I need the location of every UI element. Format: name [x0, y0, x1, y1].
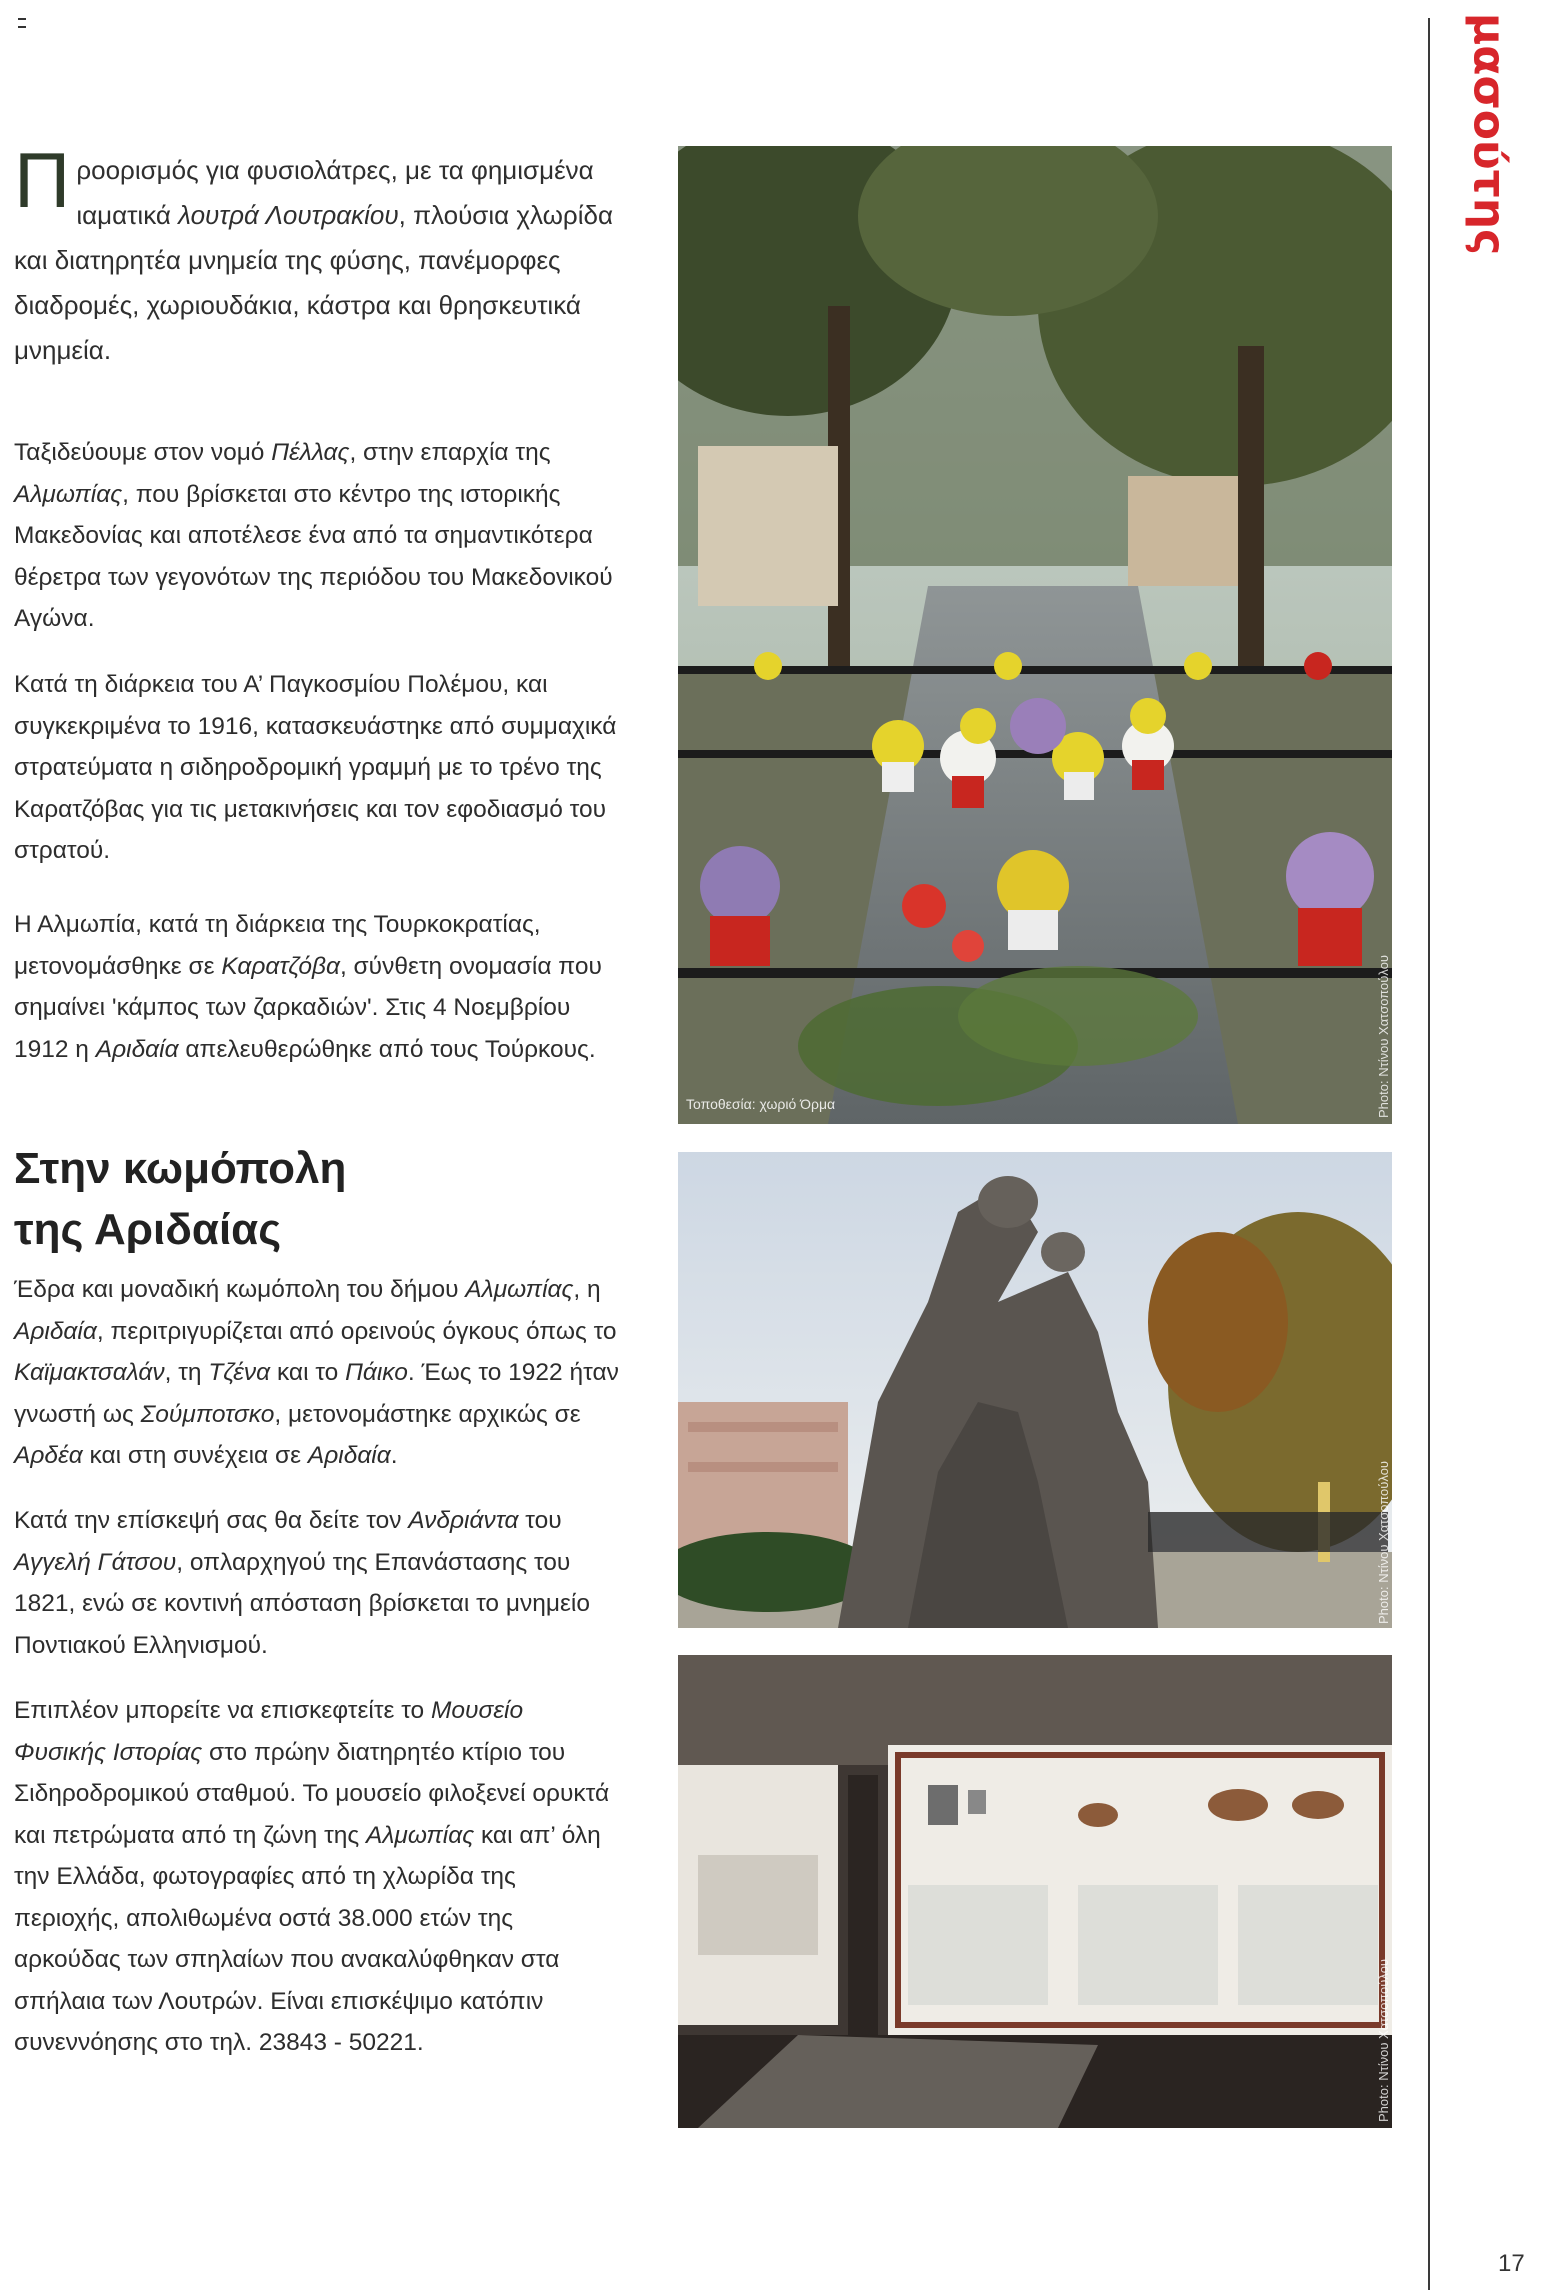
paragraph-karatzova — [14, 904, 620, 1070]
p4-text-0: Έδρα και μοναδική κωμόπολη του δήμου — [14, 1276, 466, 1303]
p3-text-3: Αριδαία — [95, 1035, 179, 1063]
intro-text-0: ροορισμός για φυσιολάτρες, με τα φημισμένα ιαματικά — [76, 155, 594, 230]
photo-caption-village: Τοποθεσία: χωριό Όρμα — [686, 1096, 836, 1112]
page-number: 17 — [1498, 2250, 1525, 2277]
intro-text-2: , πλούσια χλωρίδα και διατηρητέα μνημεία της φύσης, πανέμορφες διαδρομές, χωριουδάκια, κάστρα και θρησκευτικά μνημεία. — [14, 200, 613, 365]
p5-text-3: Αγγελή Γάτσου — [14, 1548, 177, 1576]
margin-divider — [1428, 18, 1430, 2290]
photo-credit-village: Photo: Ντίνου Χατσοπούλου — [1376, 954, 1391, 1118]
p2-text-0: Κατά τη διάρκεια του Α’ Παγκοσμίου Πολέμου, και συγκεκριμένα το 1916, κατασκευάστηκε από συμμαχικά στρατεύματα η σιδηροδρομική γραμμή με το τρένο της Καρατζόβας για τις μετακινήσεις και τον εφοδιασμό του στρατού. — [14, 671, 617, 864]
paragraph-railway — [14, 664, 620, 872]
p1-text-2: , στην επαρχία της — [349, 439, 551, 466]
p5-text-2: του — [518, 1507, 562, 1534]
p1-text-4: , που βρίσκεται στο κέντρο της ιστορικής Μακεδονίας και αποτέλεσε ένα από τα σημαντικότερα θέρετρα των γεγονότων της περιόδου του Μακεδονικού Αγώνα. — [14, 480, 613, 632]
p6-text-1: Μουσείο Φυσικής Ιστορίας — [14, 1697, 524, 1766]
section-title: Στην κωμόπολη της Αριδαίας — [14, 1144, 347, 1254]
p4-text-13: Αρδέα — [14, 1442, 83, 1469]
intro-paragraph — [14, 136, 614, 373]
p6-text-2: στο πρώην διατηρητέο κτίριο του Σιδηροδρομικού σταθμού. Το μουσείο φιλοξενεί ορυκτά και πετρώματα από τη ζώνη της — [14, 1738, 610, 1849]
p4-text-16: . — [390, 1442, 398, 1469]
p3-text-2: , σύνθετη ονομασία που σημαίνει 'κάμπος των ζαρκαδιών'. Στις 4 Νοεμβρίου 1912 η — [14, 952, 602, 1063]
p1-text-3: Αλμωπίας — [14, 480, 123, 508]
paragraph-pellas — [14, 432, 620, 640]
p4-text-6: , τη — [164, 1359, 209, 1386]
p4-text-7: Τζένα — [208, 1359, 271, 1386]
p5-text-0: Κατά την επίσκεψή σας θα δείτε τον — [14, 1507, 409, 1534]
p1-text-1: Πέλλας — [271, 439, 350, 466]
intro-body — [14, 155, 613, 365]
p4-text-11: Σούμποτσκο — [140, 1400, 275, 1428]
p4-text-14: και στη συνέχεια σε — [82, 1442, 308, 1469]
brand-logo: μασούτης — [1463, 12, 1515, 256]
p4-text-5: Καϊμακτσαλάν — [14, 1359, 165, 1386]
p4-text-10: . Έως το 1922 ήταν γνωστή ως — [14, 1359, 619, 1428]
p3-text-1: Καρατζόβα — [221, 952, 340, 980]
paragraph-statue — [14, 1500, 620, 1666]
p3-text-0: Η Αλμωπία, κατά τη διάρκεια της Τουρκοκρατίας, μετονομάσθηκε σε — [14, 911, 541, 980]
p4-text-4: , περιτριγυρίζεται από ορεινούς όγκους όπως το — [96, 1317, 617, 1345]
p5-text-4: , οπλαρχηγού της Επανάστασης του 1821, ενώ σε κοντινή απόσταση βρίσκεται το μνημείο Ποντιακού Ελληνισμού. — [14, 1548, 590, 1659]
p4-text-2: , η — [573, 1276, 601, 1303]
intro-text-1: λουτρά Λουτρακίου — [178, 200, 399, 230]
photo-statue — [678, 1152, 1392, 1628]
p4-text-12: , μετονομάστηκε αρχικώς σε — [274, 1400, 581, 1428]
p4-text-8: και το — [270, 1359, 346, 1386]
paragraph-aridaia — [14, 1269, 620, 1477]
photo-museum — [678, 1655, 1392, 2128]
p1-text-0: Ταξιδεύουμε στον νομό — [14, 439, 272, 466]
p4-text-15: Αριδαία — [307, 1442, 391, 1469]
p6-text-3: Αλμωπίας — [366, 1821, 475, 1849]
p6-text-0: Επιπλέον μπορείτε να επισκεφτείτε το — [14, 1697, 431, 1724]
p4-text-3: Αριδαία — [14, 1317, 97, 1345]
p5-text-1: Ανδριάντα — [408, 1507, 519, 1534]
drop-cap: Π — [14, 136, 71, 224]
photo-credit-statue: Photo: Ντίνου Χατσοπούλου — [1376, 1460, 1391, 1624]
menu-mark — [18, 18, 26, 28]
photo-credit-museum: Photo: Ντίνου Χατσοπούλου — [1376, 1958, 1391, 2122]
p4-text-9: Πάικο — [345, 1359, 408, 1386]
photo-village-stream — [678, 146, 1392, 1124]
p4-text-1: Αλμωπίας — [465, 1276, 574, 1303]
paragraph-museum — [14, 1690, 620, 2064]
p6-text-4: και απ’ όλη την Ελλάδα, φωτογραφίες από τη χλωρίδα της περιοχής, απολιθωμένα οστά 38.000 ετών της αρκούδας των σπηλαίων που ανακαλύφθηκαν στα σπήλαια των Λουτρών. Είναι επισκέψιμο κατόπιν συνεννόησης στο τηλ. 23843 - 50221. — [14, 1821, 601, 2056]
p3-text-4: απελευθερώθηκε από τους Τούρκους. — [178, 1035, 596, 1063]
